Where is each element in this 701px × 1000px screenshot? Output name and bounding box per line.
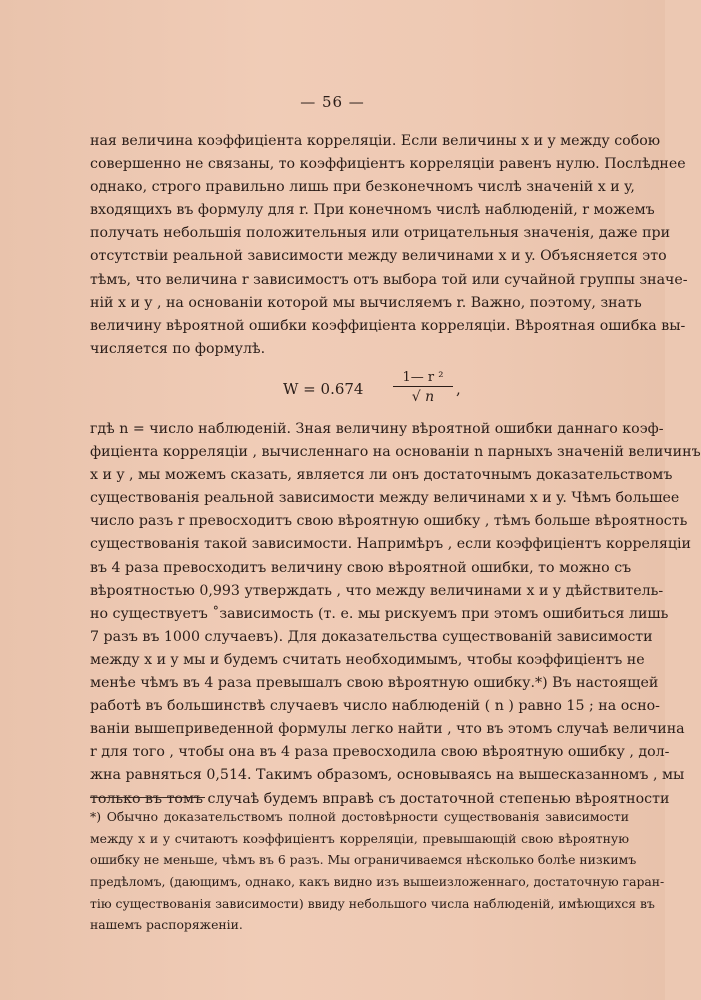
- formula-lhs: W = 0.674: [283, 380, 364, 398]
- footnote-line: *) Обычно доказательствомъ полной достовѣрности существованія зависимости: [90, 809, 629, 824]
- text-line: только въ томъ случаѣ будемъ вправѣ съ достаточной степенью вѣроятности: [90, 790, 670, 807]
- probable-error-formula: [90, 366, 629, 418]
- footnote-line: предѣломъ, (дающимъ, однако, какъ видно изъ вышеизложеннаго, достаточную гаран-: [90, 874, 665, 890]
- paragraph-1: [90, 130, 688, 361]
- text-line: отсутствіи реальной зависимости между величинами x и y. Объясняется это: [90, 248, 667, 265]
- text-line: тѣмъ, что величина r зависимостъ отъ выбора той или сучайной группы значе-: [90, 271, 688, 288]
- text-line: жна равняться 0,514. Такимъ образомъ, основываясь на вышесказанномъ , мы: [90, 767, 685, 784]
- text-line: величину вѣроятной ошибки коэффиціента корреляціи. Вѣроятная ошибка вы-: [90, 317, 686, 334]
- footnote-line: тію существованія зависимости) ввиду небольшого числа наблюденій, имѣющихся въ: [90, 895, 655, 911]
- text-line: числяется по формулѣ.: [90, 340, 266, 357]
- text-line: работѣ въ большинствѣ случаевъ число наблюденій ( n ) равно 15 ; на осно-: [90, 698, 660, 715]
- text-line: существованія реальной зависимости между величинами x и y. Чѣмъ большее: [90, 490, 680, 507]
- text-line: совершенно не связаны, то коэффиціентъ корреляціи равенъ нулю. Послѣднее: [90, 156, 686, 173]
- text-line: ваніи вышеприведенной формулы легко найти , что въ этомъ случаѣ величина: [90, 721, 685, 738]
- text-line: но существуетъ ˚зависимость (т. е. мы рискуемъ при этомъ ошибиться лишь: [90, 605, 669, 622]
- text-line: гдѣ n = число наблюденій. Зная величину вѣроятной ошибки даннаго коэф-: [90, 421, 664, 437]
- text-line: существованія такой зависимости. Напримѣръ , если коэффиціентъ корреляціи: [90, 536, 692, 553]
- text-line: фиціента корреляціи , вычисленнаго на основаніи n парныхъ значеній величинъ: [90, 444, 701, 461]
- text-line: вѣроятностью 0,993 утверждать , что между величинами x и y дѣйствитель-: [90, 582, 664, 599]
- text-line: получать небольшія положительныя или отрицательныя значенія, даже при: [90, 225, 671, 242]
- main-text: [90, 130, 701, 807]
- formula-denominator: √ n: [411, 389, 435, 405]
- text-line: между x и y мы и будемъ считать необходимымъ, чтобы коэффиціентъ не: [90, 651, 645, 668]
- text-line: число разъ r превосходитъ свою вѣроятную ошибку , тѣмъ больше вѣроятность: [90, 513, 688, 530]
- text-line: менѣе чѣмъ въ 4 раза превышалъ свою вѣроятную ошибку.*) Въ настоящей: [90, 675, 659, 692]
- page-number: — 56 —: [300, 93, 365, 111]
- text-line: ная величина коэффиціента корреляціи. Если величины x и y между собою: [90, 133, 661, 149]
- footnote-line: между x и y считаютъ коэффиціентъ корреляціи, превышающій свою вѣроятную: [90, 830, 629, 846]
- text-line: входящихъ въ формулу для r. При конечномъ числѣ наблюденій, r можемъ: [90, 202, 655, 219]
- footnote: [90, 806, 665, 936]
- text-line: r для того , чтобы она въ 4 раза превосходила свою вѣроятную ошибку , дол-: [90, 744, 670, 761]
- text-line: ній x и y , на основаніи которой мы вычисляемъ r. Важно, поэтому, знать: [90, 294, 642, 311]
- footnote-divider: [90, 797, 205, 798]
- text-line: 7 разъ въ 1000 случаевъ). Для доказательства существованій зависимости: [90, 628, 653, 645]
- text-line: въ 4 раза превосходитъ величину свою вѣроятной ошибки, то можно съ: [90, 559, 632, 576]
- text-line: x и y , мы можемъ сказать, является ли онъ достаточнымъ доказательствомъ: [90, 467, 673, 484]
- footnote-line: нашемъ распоряженіи.: [90, 917, 243, 933]
- formula-fraction: [393, 370, 453, 407]
- formula-comma: ,: [456, 380, 461, 398]
- paragraph-2: [90, 418, 701, 811]
- text-line: однако, строго правильно лишь при безконечномъ числѣ значеній x и y,: [90, 179, 635, 196]
- formula-numerator: 1— r ²: [393, 370, 453, 387]
- footnote-line: ошибку не меньше, чѣмъ въ 6 разъ. Мы ограничиваемся нѣсколько болѣе низкимъ: [90, 852, 637, 868]
